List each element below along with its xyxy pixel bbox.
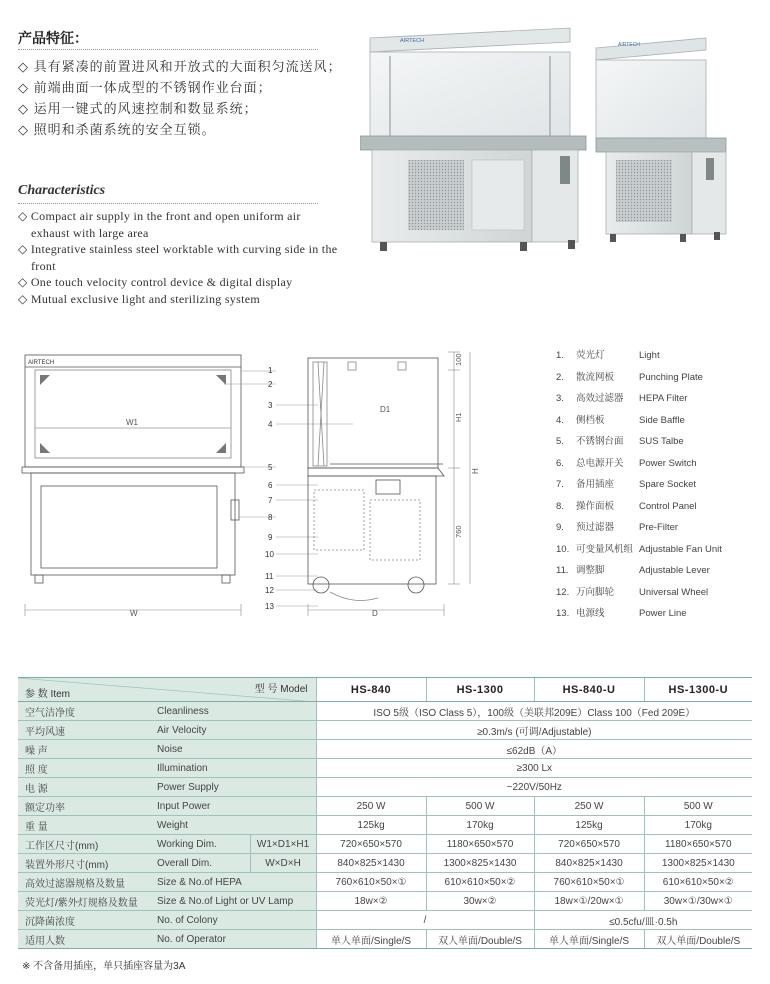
callout-8: 8 — [268, 513, 273, 522]
part-no: 10. — [556, 543, 570, 555]
callout-4: 4 — [268, 420, 273, 429]
parts-item — [556, 605, 722, 627]
model-header: HS-840 — [316, 678, 426, 702]
table-cell: 1180×650×570 — [426, 835, 534, 854]
row-label-en: Illumination — [155, 759, 316, 778]
table-row — [18, 873, 752, 892]
table-row — [18, 816, 752, 835]
part-zh: 不锈钢台面 — [576, 436, 624, 447]
table-cell: 1300×825×1430 — [426, 854, 534, 873]
parts-item — [556, 412, 722, 434]
side-view — [308, 358, 444, 600]
row-value: ≥300 Lx — [316, 759, 752, 778]
feature-zh-item: ◇ 运用一键式的风速控制和数显系统； — [18, 98, 342, 119]
part-en: Adjustable Fan Unit — [639, 543, 722, 555]
dim-100: 100 — [454, 353, 463, 366]
table-row — [18, 930, 752, 949]
table-cell: / — [316, 911, 534, 930]
parts-item — [556, 455, 722, 477]
parts-item — [556, 541, 722, 563]
features-en-list — [18, 208, 338, 307]
callout-2: 2 — [268, 380, 273, 389]
part-zh: 荧光灯 — [576, 350, 605, 361]
row-label-zh: 适用人数 — [18, 930, 155, 949]
row-label-zh: 装置外形尺寸(mm) — [18, 854, 155, 873]
row-label-en: Overall Dim. — [155, 854, 250, 873]
part-zh: 总电源开关 — [576, 457, 624, 469]
part-zh: 调整脚 — [576, 565, 605, 576]
callout-1: 1 — [268, 366, 273, 375]
row-label-zh: 额定功率 — [18, 797, 155, 816]
callout-3: 3 — [268, 401, 273, 410]
table-cell: 单人单面/Single/S — [316, 930, 426, 949]
table-cell: 840×825×1430 — [316, 854, 426, 873]
table-cell: 610×610×50×② — [426, 873, 534, 892]
table-cell: 840×825×1430 — [534, 854, 644, 873]
part-no: 13. — [556, 608, 570, 619]
row-label-en: Weight — [155, 816, 316, 835]
part-en: Power Switch — [639, 457, 697, 469]
row-label-zh: 空气洁净度 — [18, 702, 155, 721]
part-en: Control Panel — [639, 500, 697, 512]
table-row — [18, 892, 752, 911]
row-label-en: Air Velocity — [155, 721, 316, 740]
divider — [18, 49, 318, 50]
table-cell: 760×610×50×① — [316, 873, 426, 892]
table-cell: 125kg — [316, 816, 426, 835]
parts-item — [556, 476, 722, 498]
part-no: 11. — [556, 565, 569, 576]
table-cell: 18w×①/20w×① — [534, 892, 644, 911]
table-cell: 720×650×570 — [316, 835, 426, 854]
table-row — [18, 702, 752, 721]
part-no: 4. — [556, 414, 564, 426]
features-en-title: Characteristics — [18, 183, 106, 198]
callout-9: 9 — [268, 533, 273, 542]
parts-item — [556, 498, 722, 520]
footnote: ※ 不含备用插座，单只插座容量为3A — [22, 961, 186, 972]
part-en: Spare Socket — [639, 479, 697, 490]
row-label-zh: 荧光灯/紫外灯规格及数量 — [18, 892, 155, 911]
parts-item — [556, 433, 722, 455]
callout-leaders — [224, 371, 353, 606]
row-label-zh: 平均风速 — [18, 721, 155, 740]
model-header: HS-1300-U — [644, 678, 752, 702]
row-label-zh: 工作区尺寸(mm) — [18, 835, 155, 854]
table-cell: 760×610×50×① — [534, 873, 644, 892]
callout-12: 12 — [265, 586, 274, 595]
row-label-en: No. of Operator — [155, 930, 316, 949]
parts-item — [556, 347, 722, 369]
features-zh-list — [18, 56, 342, 140]
dim-h1: H1 — [454, 412, 463, 422]
feature-en-item: ◇ One touch velocity control device & digital display — [18, 274, 338, 291]
model-header: HS-1300 — [426, 678, 534, 702]
part-zh: 可变量风机组 — [576, 543, 634, 555]
part-zh: 万向脚轮 — [576, 586, 615, 598]
table-cell: 双人单面/Double/S — [426, 930, 534, 949]
dim-h: H — [471, 468, 480, 474]
feature-en-item: ◇ Mutual exclusive light and sterilizing system — [18, 291, 338, 308]
table-row — [18, 759, 752, 778]
table-cell: ≤0.5cfu/皿·0.5h — [534, 911, 752, 930]
parts-item — [556, 562, 722, 584]
header-param-label: 参 数 Item — [25, 689, 71, 700]
row-label-en: Noise — [155, 740, 316, 759]
table-cell: 170kg — [426, 816, 534, 835]
part-no: 3. — [556, 393, 564, 404]
product-photo — [360, 18, 760, 263]
part-zh: 操作面板 — [576, 500, 615, 512]
parts-item — [556, 390, 722, 412]
table-row — [18, 797, 752, 816]
dim-w1: W1 — [126, 418, 138, 427]
part-no: 1. — [556, 350, 564, 361]
height-dimensions — [448, 352, 470, 584]
row-label-zh: 沉降菌浓度 — [18, 911, 155, 930]
table-row — [18, 835, 752, 854]
callout-6: 6 — [268, 481, 273, 490]
row-label-en: Cleanliness — [155, 702, 316, 721]
header-corner-cell — [18, 678, 316, 702]
part-en: Pre-Filter — [639, 522, 679, 533]
table-cell: 1300×825×1430 — [644, 854, 752, 873]
table-row — [18, 911, 752, 930]
callout-numbers — [265, 366, 274, 611]
row-value: ≤62dB（A） — [316, 740, 752, 759]
table-row — [18, 740, 752, 759]
table-cell: 720×650×570 — [534, 835, 644, 854]
table-row — [18, 854, 752, 873]
cabinet-left — [360, 28, 586, 251]
callout-10: 10 — [265, 550, 274, 559]
model-header: HS-840-U — [534, 678, 644, 702]
divider — [18, 203, 318, 204]
feature-zh-item: ◇ 前端曲面一体成型的不锈钢作业台面； — [18, 77, 342, 98]
table-cell: 500 W — [426, 797, 534, 816]
table-cell: 1180×650×570 — [644, 835, 752, 854]
row-symbol: W×D×H — [250, 854, 316, 873]
row-label-en: Size & No.of HEPA — [155, 873, 316, 892]
part-zh: 高效过滤器 — [576, 393, 624, 404]
callout-13: 13 — [265, 602, 274, 611]
table-row — [18, 721, 752, 740]
drawing-brand: AIRTECH — [28, 360, 55, 366]
dim-d: D — [372, 609, 378, 618]
front-view — [22, 355, 244, 583]
row-symbol: W1×D1×H1 — [250, 835, 316, 854]
table-cell: 双人单面/Double/S — [644, 930, 752, 949]
part-zh: 预过滤器 — [576, 522, 615, 533]
table-cell: 125kg — [534, 816, 644, 835]
parts-item — [556, 519, 722, 541]
feature-zh-item: ◇ 具有紧凑的前置进风和开放式的大面积匀流送风； — [18, 56, 342, 77]
parts-list — [556, 347, 722, 627]
table-cell: 单人单面/Single/S — [534, 930, 644, 949]
part-no: 6. — [556, 457, 564, 469]
part-no: 2. — [556, 371, 564, 383]
dim-d1: D1 — [380, 405, 391, 414]
table-cell: 250 W — [534, 797, 644, 816]
table-cell: 500 W — [644, 797, 752, 816]
spec-table — [18, 677, 752, 949]
row-value: ~220V/50Hz — [316, 778, 752, 797]
part-no: 8. — [556, 500, 564, 512]
row-value: ≥0.3m/s (可调/Adjustable) — [316, 721, 752, 740]
callout-11: 11 — [265, 572, 274, 581]
part-en: Adjustable Lever — [639, 565, 710, 576]
row-label-en: Power Supply — [155, 778, 316, 797]
part-zh: 侧档板 — [576, 414, 605, 426]
part-zh: 电源线 — [576, 608, 605, 619]
header-model-label: 型 号 Model — [254, 684, 308, 695]
part-en: HEPA Filter — [639, 393, 688, 404]
part-no: 5. — [556, 436, 564, 447]
part-no: 7. — [556, 479, 564, 490]
part-zh: 备用插座 — [576, 479, 615, 490]
table-cell: 30w×② — [426, 892, 534, 911]
row-label-zh: 电 源 — [18, 778, 155, 797]
cabinet-right — [596, 38, 726, 242]
row-label-zh: 高效过滤器规格及数量 — [18, 873, 155, 892]
table-cell: 250 W — [316, 797, 426, 816]
callout-5: 5 — [268, 463, 273, 472]
table-header-row — [18, 678, 752, 702]
table-cell: 170kg — [644, 816, 752, 835]
part-no: 12. — [556, 586, 570, 598]
row-value: ISO 5级（ISO Class 5），100级（美联邦209E）Class 100（Fed 209E） — [316, 702, 752, 721]
part-en: Side Baffle — [639, 414, 685, 426]
part-en: Power Line — [639, 608, 687, 619]
row-label-zh: 照 度 — [18, 759, 155, 778]
table-cell: 610×610×50×② — [644, 873, 752, 892]
table-cell: 30w×①/30w×① — [644, 892, 752, 911]
row-label-en: Input Power — [155, 797, 316, 816]
part-en: Universal Wheel — [639, 586, 709, 598]
feature-en-item: ◇ Compact air supply in the front and open uniform air exhaust with large area — [18, 208, 338, 241]
table-cell: 18w×② — [316, 892, 426, 911]
part-zh: 散流网板 — [576, 371, 615, 383]
part-en: SUS Talbe — [639, 436, 684, 447]
parts-item — [556, 584, 722, 606]
table-row — [18, 778, 752, 797]
row-label-zh: 噪 声 — [18, 740, 155, 759]
row-label-en: Size & No.of Light or UV Lamp — [155, 892, 316, 911]
brand-label-left: AIRTECH — [400, 38, 425, 44]
features-zh-title: 产品特征： — [18, 30, 88, 46]
feature-en-item: ◇ Integrative stainless steel worktable with curving side in the front — [18, 241, 338, 274]
row-label-en: Working Dim. — [155, 835, 250, 854]
technical-drawing — [18, 340, 538, 630]
dim-760: 760 — [454, 525, 463, 538]
feature-zh-item: ◇ 照明和杀菌系统的安全互锁。 — [18, 119, 342, 140]
part-en: Punching Plate — [639, 371, 703, 383]
part-no: 9. — [556, 522, 564, 533]
row-label-zh: 重 量 — [18, 816, 155, 835]
dim-w: W — [130, 609, 138, 618]
brand-label-right: AIRTECH — [618, 42, 640, 48]
callout-7: 7 — [268, 496, 273, 505]
row-label-en: No. of Colony — [155, 911, 316, 930]
part-en: Light — [639, 350, 660, 361]
parts-item — [556, 369, 722, 391]
